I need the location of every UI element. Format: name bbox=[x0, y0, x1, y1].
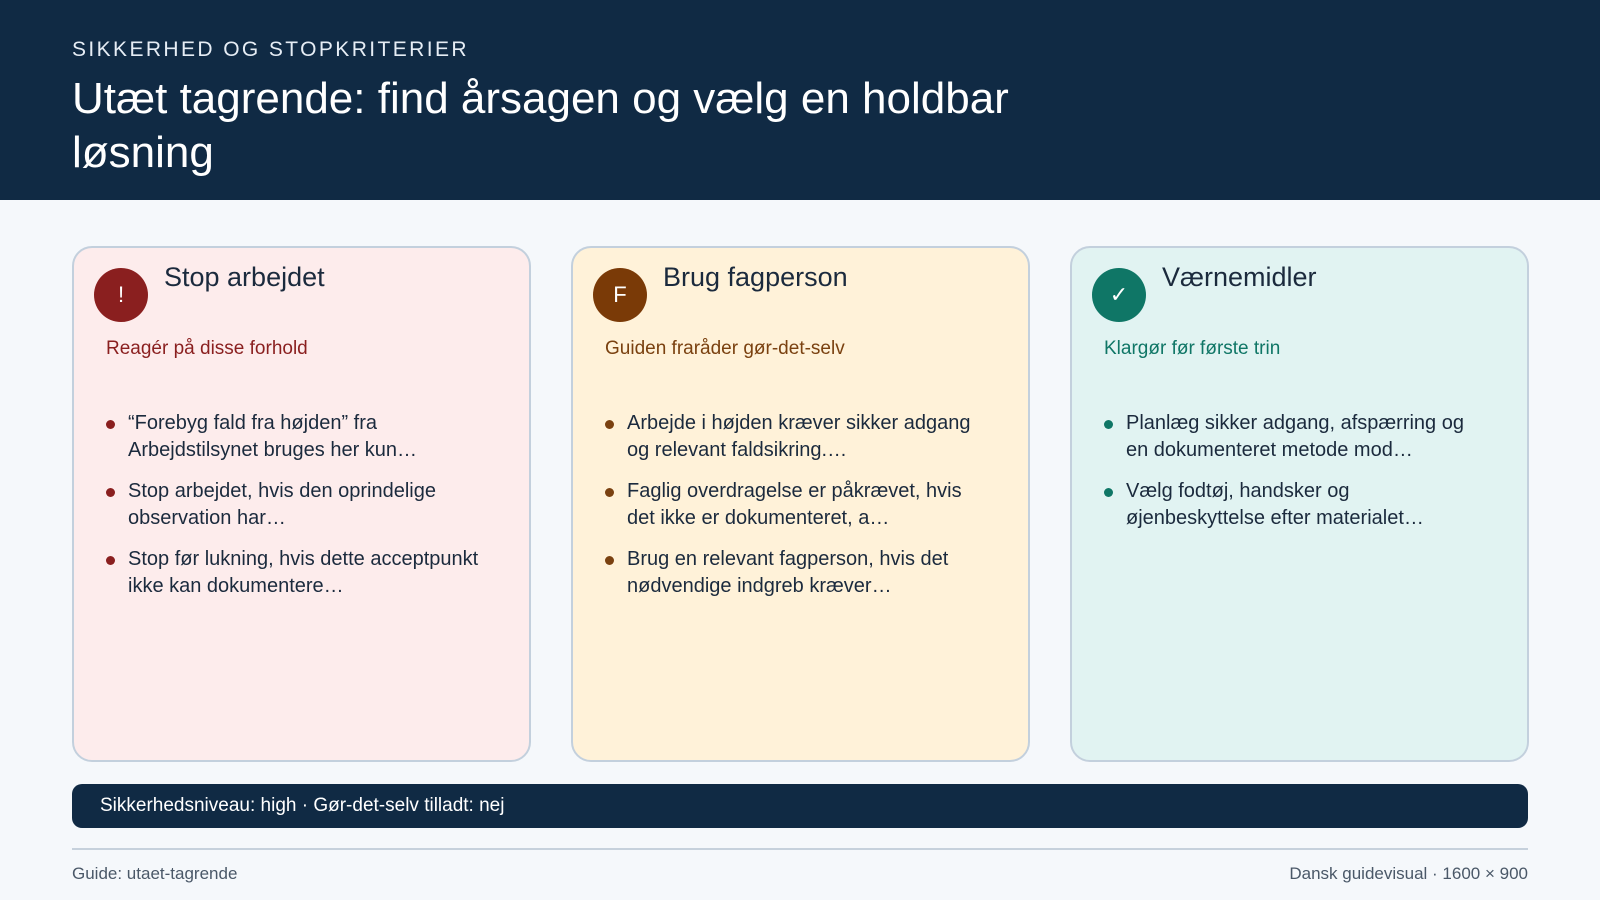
eyebrow: SIKKERHED OG STOPKRITERIER bbox=[72, 38, 469, 61]
list-item-text: Stop før lukning, hvis dette acceptpunkt ikke kan dokumentere… bbox=[128, 548, 479, 597]
list-item-text: Brug en relevant fagperson, hvis det nødvendige indgreb kræver… bbox=[627, 548, 949, 597]
footer-guide-id: Guide: utaet-tagrende bbox=[72, 864, 238, 883]
card-title: Værnemidler bbox=[1162, 262, 1317, 292]
bullet-dot-icon bbox=[106, 420, 115, 429]
bullet-dot-icon bbox=[605, 420, 614, 429]
card-title: Stop arbejdet bbox=[164, 262, 325, 292]
bullet-dot-icon bbox=[106, 488, 115, 497]
card-protective-equipment bbox=[1070, 246, 1529, 762]
list-item bbox=[106, 410, 486, 464]
footer-caption: Dansk guidevisual · 1600 × 900 bbox=[1289, 864, 1528, 883]
card-use-professional bbox=[571, 246, 1030, 762]
list-item-text: Vælg fodtøj, handsker og øjenbeskyttelse efter materialet… bbox=[1126, 480, 1424, 529]
list-item-text: Faglig overdragelse er påkrævet, hvis det ikke er dokumenteret, a… bbox=[627, 480, 962, 529]
list-item bbox=[106, 546, 486, 600]
list-item bbox=[605, 410, 985, 464]
card-title: Brug fagperson bbox=[663, 262, 848, 292]
bullet-list bbox=[106, 410, 486, 614]
header bbox=[0, 0, 1600, 200]
exclamation-icon: ! bbox=[94, 268, 148, 322]
list-item bbox=[1104, 410, 1484, 464]
list-item bbox=[106, 478, 486, 532]
list-item bbox=[605, 478, 985, 532]
status-bar: Sikkerhedsniveau: high · Gør-det-selv tilladt: nej bbox=[72, 784, 1528, 828]
bullet-list bbox=[605, 410, 985, 614]
bullet-dot-icon bbox=[605, 488, 614, 497]
cards bbox=[72, 246, 1529, 762]
card-subtitle: Reagér på disse forhold bbox=[106, 338, 308, 359]
divider bbox=[72, 848, 1528, 850]
list-item-text: “Forebyg fald fra højden” fra Arbejdstilsynet bruges her kun… bbox=[128, 412, 418, 461]
list-item bbox=[605, 546, 985, 600]
bullet-dot-icon bbox=[605, 556, 614, 565]
list-item-text: Arbejde i højden kræver sikker adgang og relevant faldsikring.… bbox=[627, 412, 971, 461]
bullet-list bbox=[1104, 410, 1484, 546]
card-stop-work bbox=[72, 246, 531, 762]
letter-f-icon: F bbox=[593, 268, 647, 322]
list-item-text: Stop arbejdet, hvis den oprindelige observation har… bbox=[128, 480, 436, 529]
page-title: Utæt tagrende: find årsagen og vælg en holdbar løsning bbox=[72, 74, 1009, 177]
card-subtitle: Guiden fraråder gør-det-selv bbox=[605, 338, 845, 359]
bullet-dot-icon bbox=[1104, 420, 1113, 429]
list-item-text: Planlæg sikker adgang, afspærring og en dokumenteret metode mod… bbox=[1126, 412, 1464, 461]
card-subtitle: Klargør før første trin bbox=[1104, 338, 1281, 359]
list-item bbox=[1104, 478, 1484, 532]
bullet-dot-icon bbox=[1104, 488, 1113, 497]
bullet-dot-icon bbox=[106, 556, 115, 565]
checkmark-icon: ✓ bbox=[1092, 268, 1146, 322]
